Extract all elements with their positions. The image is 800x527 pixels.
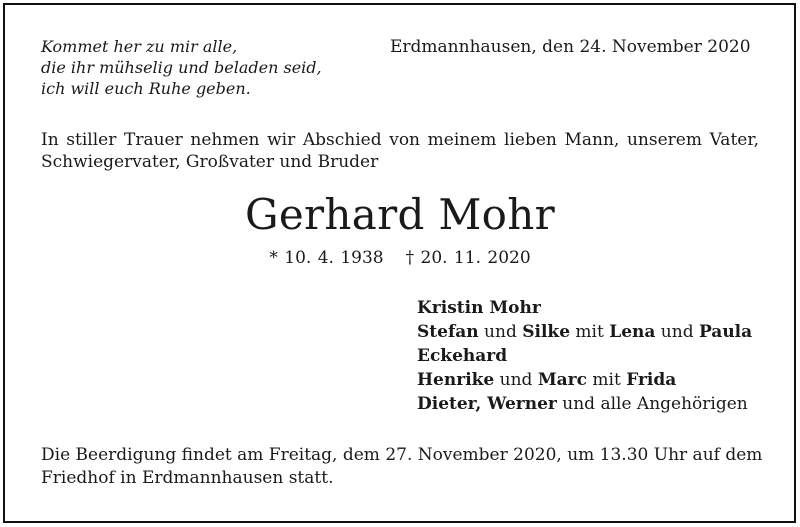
verse-line-2: die ihr mühselig und beladen seid, bbox=[41, 58, 322, 77]
mourner-name: Lena bbox=[609, 322, 656, 342]
connector-text: und bbox=[655, 322, 699, 342]
connector-text: und bbox=[494, 370, 538, 390]
mourner-row bbox=[417, 296, 752, 320]
funeral-line-1: Die Beerdigung findet am Freitag, dem 27. November 2020, um 13.30 Uhr auf dem bbox=[41, 445, 763, 465]
connector-text: und bbox=[478, 322, 523, 342]
funeral-info bbox=[41, 444, 762, 490]
mourner-name: Paula bbox=[698, 322, 753, 342]
mourner-row bbox=[417, 368, 752, 392]
connector-text: mit bbox=[570, 322, 610, 342]
funeral-line-2: Friedhof in Erdmannhausen statt. bbox=[41, 468, 334, 488]
connector-text: und alle Angehörigen bbox=[556, 394, 748, 414]
verse-line-1: Kommet her zu mir alle, bbox=[41, 37, 238, 56]
deceased-name: Gerhard Mohr bbox=[245, 190, 555, 239]
mourner-name: Dieter, Werner bbox=[417, 394, 557, 414]
death-date: † 20. 11. 2020 bbox=[405, 248, 531, 268]
mourners-list bbox=[417, 296, 752, 416]
connector-text: mit bbox=[586, 370, 627, 390]
verse-line-3: ich will euch Ruhe geben. bbox=[41, 79, 251, 98]
mourner-name: Eckehard bbox=[417, 346, 508, 366]
birth-date: * 10. 4. 1938 bbox=[269, 248, 384, 268]
bible-verse bbox=[41, 36, 322, 99]
intro-text bbox=[41, 129, 759, 173]
mourner-name: Stefan bbox=[417, 322, 479, 342]
intro-line-2: Schwiegervater, Großvater und Bruder bbox=[41, 152, 379, 172]
life-dates bbox=[0, 248, 800, 268]
mourner-name: Henrike bbox=[417, 370, 495, 390]
mourner-name: Marc bbox=[537, 370, 587, 390]
mourner-row bbox=[417, 344, 752, 368]
mourner-name: Frida bbox=[626, 370, 677, 390]
mourner-name: Silke bbox=[522, 322, 571, 342]
mourner-row bbox=[417, 320, 752, 344]
intro-line-1: In stiller Trauer nehmen wir Abschied von meinem lieben Mann, unserem Vater, bbox=[41, 130, 759, 150]
place-and-date: Erdmannhausen, den 24. November 2020 bbox=[390, 37, 751, 57]
mourner-row bbox=[417, 392, 752, 416]
mourner-name: Kristin Mohr bbox=[417, 298, 541, 318]
